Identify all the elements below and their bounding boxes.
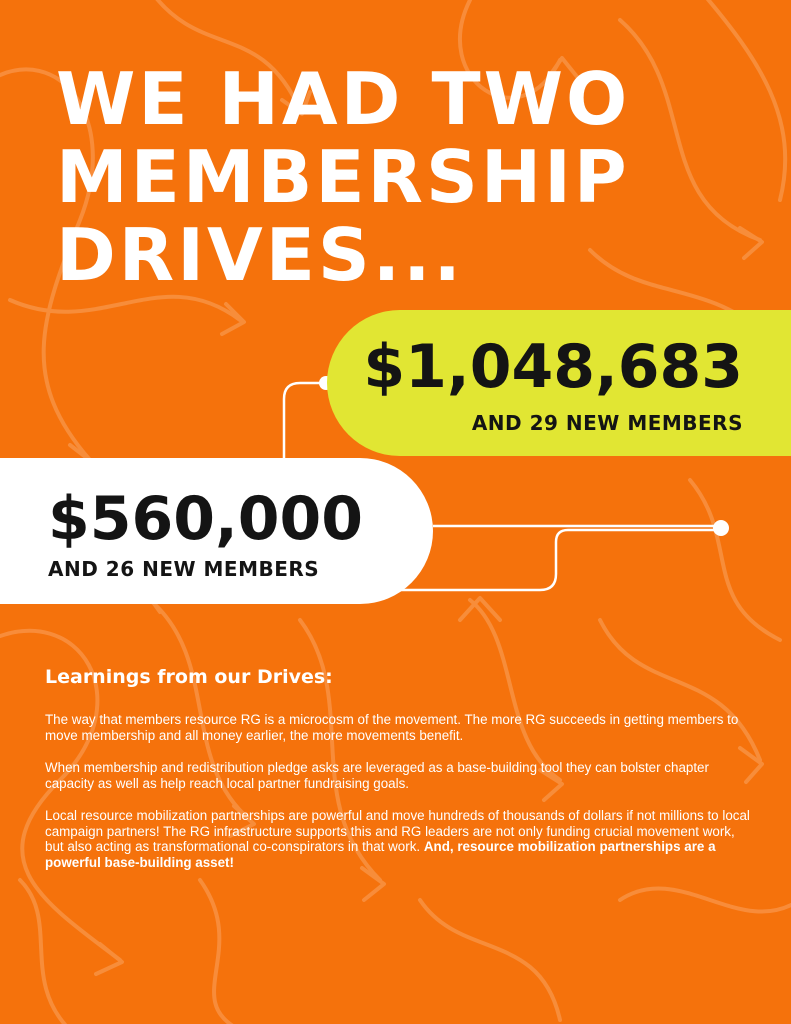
learnings-paragraph-1: The way that members resource RG is a microcosm of the movement. The more RG succeeds in getting members to move membership and all money earlier, the more movements benefit. xyxy=(45,712,739,743)
drive-two-amount: $560,000 xyxy=(48,484,364,554)
learnings-section xyxy=(45,664,750,887)
learnings-paragraph-3-text: Local resource mobilization partnerships are powerful and move hundreds of thousands of dollars if not millions to local campaign partners! The RG infrastructure supports this and RG leaders are not only funding crucial movement work, but also acting as transformational co-conspirators in that work. xyxy=(45,808,750,854)
learnings-paragraph-3-bold: And, resource mobilization partnerships are a powerful base-building asset! xyxy=(45,839,716,870)
drive-one-amount: $1,048,683 xyxy=(363,332,743,402)
title-line-3: DRIVES... xyxy=(56,213,464,297)
title-line-2: MEMBERSHIP xyxy=(56,135,630,219)
connector-dot-right xyxy=(713,520,729,536)
drive-two-subtitle: AND 26 NEW MEMBERS xyxy=(48,557,320,581)
connector-green-to-white xyxy=(284,383,326,460)
learnings-paragraph-3 xyxy=(45,808,750,870)
learnings-heading: Learnings from our Drives: xyxy=(45,666,333,688)
drive-one-badge xyxy=(327,310,791,456)
drive-one-subtitle: AND 29 NEW MEMBERS xyxy=(471,411,743,435)
title-line-1: WE HAD TWO xyxy=(56,57,631,141)
learnings-paragraph-2: When membership and redistribution pledge asks are leveraged as a base-building tool they can bolster chapter capacity as well as help reach local partner fundraising goals. xyxy=(45,760,709,791)
drive-two-badge xyxy=(0,458,433,604)
